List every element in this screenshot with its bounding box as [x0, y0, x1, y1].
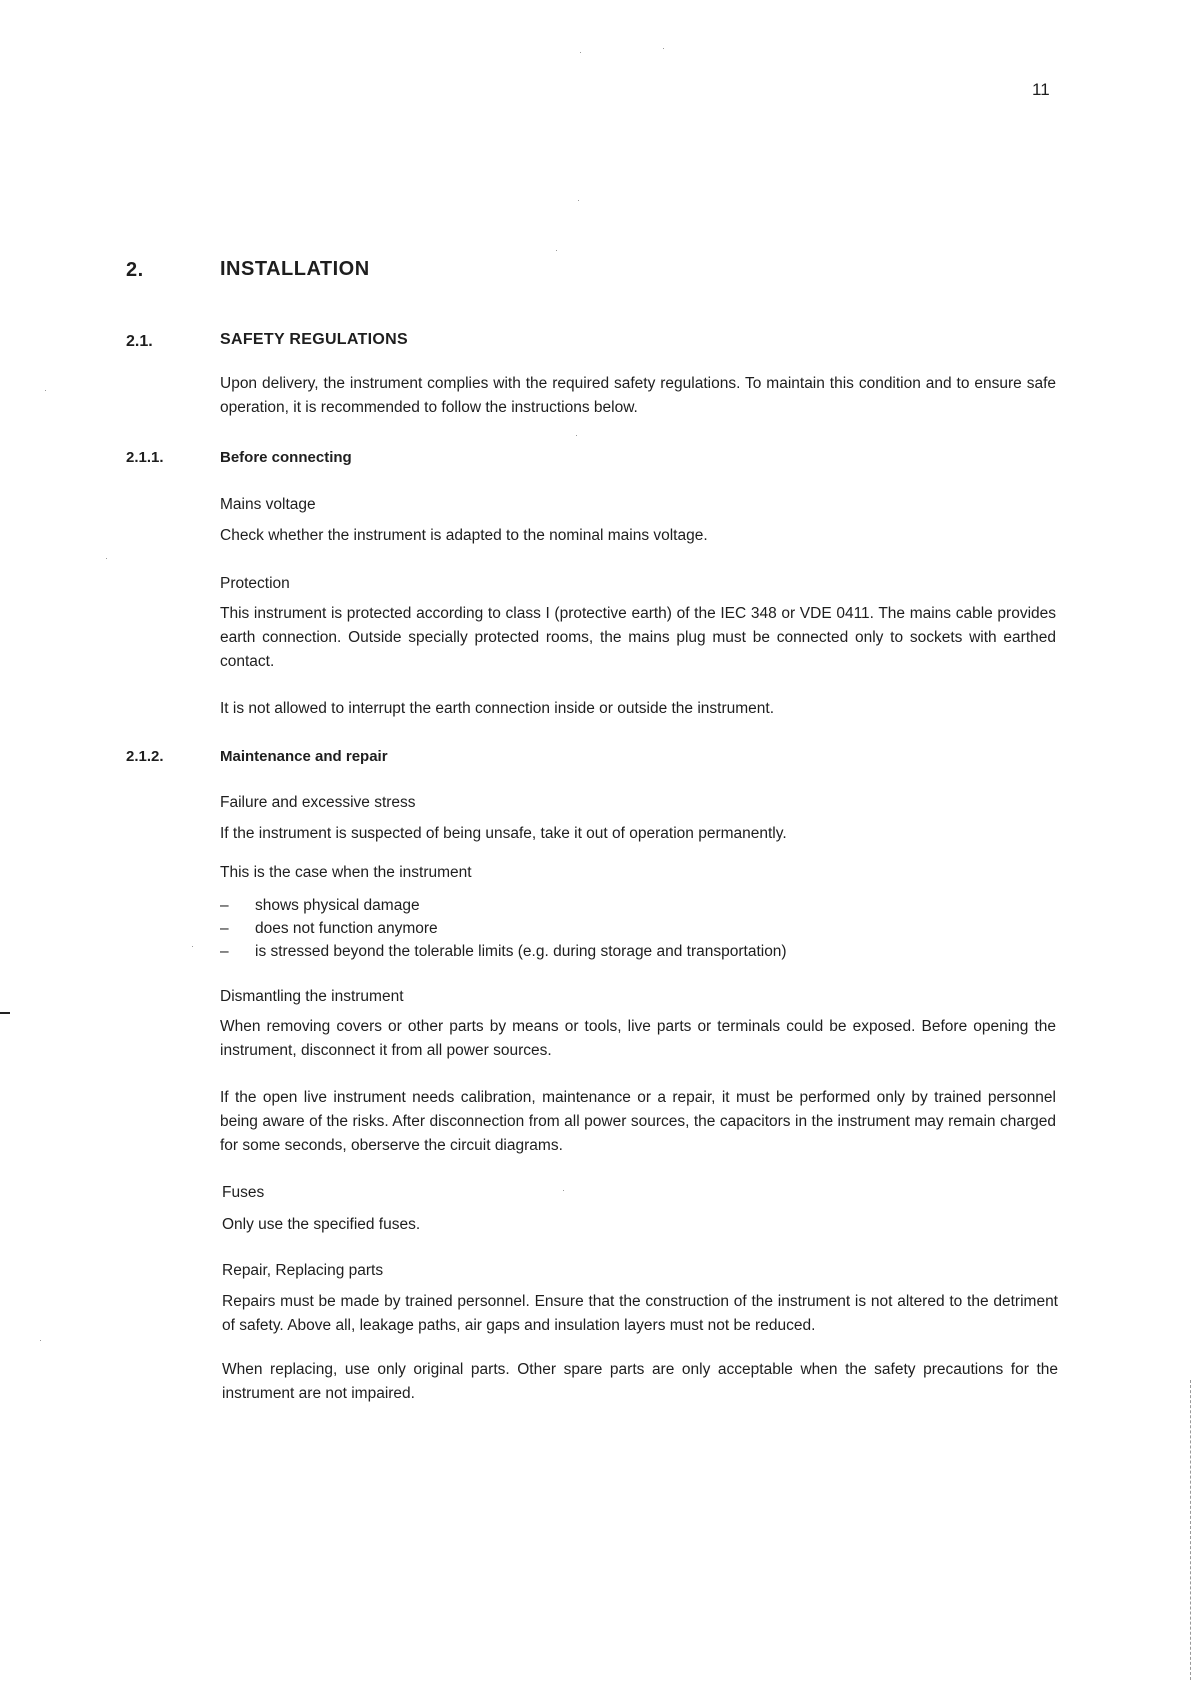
bullet-text: is stressed beyond the tolerable limits (e.g. during storage and transportation) [255, 943, 787, 960]
fuses-heading: Fuses [222, 1184, 265, 1201]
bullet-dash: – [220, 943, 229, 960]
subsection-2-title: Maintenance and repair [220, 748, 388, 765]
failure-text: If the instrument is suspected of being unsafe, take it out of operation permanently. [220, 825, 787, 842]
scan-speck [563, 1190, 564, 1191]
bullet-dash: – [220, 897, 229, 914]
chapter-title: INSTALLATION [220, 258, 370, 280]
margin-mark [0, 1012, 10, 1014]
scan-speck [45, 390, 46, 391]
scan-speck [663, 48, 664, 49]
scan-speck [556, 250, 557, 251]
list-item [220, 894, 787, 917]
scan-speck [578, 200, 579, 201]
bullet-text: shows physical damage [255, 897, 420, 914]
failure-heading: Failure and excessive stress [220, 794, 416, 811]
mains-voltage-text: Check whether the instrument is adapted to the nominal mains voltage. [220, 527, 708, 544]
page-number: 11 [1032, 80, 1050, 99]
intro-paragraph: Upon delivery, the instrument complies with the required safety regulations. To maintain this condition and to ensure safe operation, it is recommended to follow the instructions below. [220, 375, 1056, 416]
list-item [220, 940, 787, 963]
dismantling-heading: Dismantling the instrument [220, 988, 404, 1005]
scan-speck [192, 946, 193, 947]
scan-speck [40, 1340, 41, 1341]
section-title: SAFETY REGULATIONS [220, 331, 408, 348]
dismantling-text-1: When removing covers or other parts by means or tools, live parts or terminals could be exposed. Before opening the instrument, disconnect it from all power sources. [220, 1018, 1056, 1059]
subsection-2-number: 2.1.2. [126, 748, 164, 765]
chapter-number: 2. [126, 259, 144, 281]
section-number: 2.1. [126, 333, 153, 350]
scan-speck [580, 52, 581, 53]
bullet-dash: – [220, 920, 229, 937]
mains-voltage-heading: Mains voltage [220, 496, 316, 513]
protection-heading: Protection [220, 575, 290, 592]
failure-case-intro: This is the case when the instrument [220, 864, 472, 881]
repair-heading: Repair, Replacing parts [222, 1262, 384, 1279]
list-item [220, 917, 787, 940]
protection-note: It is not allowed to interrupt the earth connection inside or outside the instrument. [220, 700, 775, 717]
scan-speck [106, 558, 107, 559]
dismantling-text-2: If the open live instrument needs calibration, maintenance or a repair, it must be performed only by trained personnel being aware of the risks. After disconnection from all power sources, the capacitors in the instrument may remain charged for some seconds, oberserve the circuit diagrams. [220, 1089, 1056, 1154]
fuses-text: Only use the specified fuses. [222, 1216, 421, 1233]
failure-bullet-list [220, 894, 787, 963]
repair-text-1: Repairs must be made by trained personnel. Ensure that the construction of the instrument is not altered to the detriment of safety. Above all, leakage paths, air gaps and insulation layers must not be reduced. [222, 1293, 1058, 1334]
protection-text: This instrument is protected according to class I (protective earth) of the IEC 348 or VDE 0411. The mains cable provides earth connection. Outside specially protected rooms, the mains plug must be connected only to sockets with earthed contact. [220, 605, 1056, 670]
scan-speck [576, 435, 577, 436]
bullet-text: does not function anymore [255, 920, 438, 937]
subsection-1-title: Before connecting [220, 449, 352, 466]
subsection-1-number: 2.1.1. [126, 449, 164, 466]
repair-text-2: When replacing, use only original parts. Other spare parts are only acceptable when the safety precautions for the instrument are not impaired. [222, 1361, 1058, 1402]
